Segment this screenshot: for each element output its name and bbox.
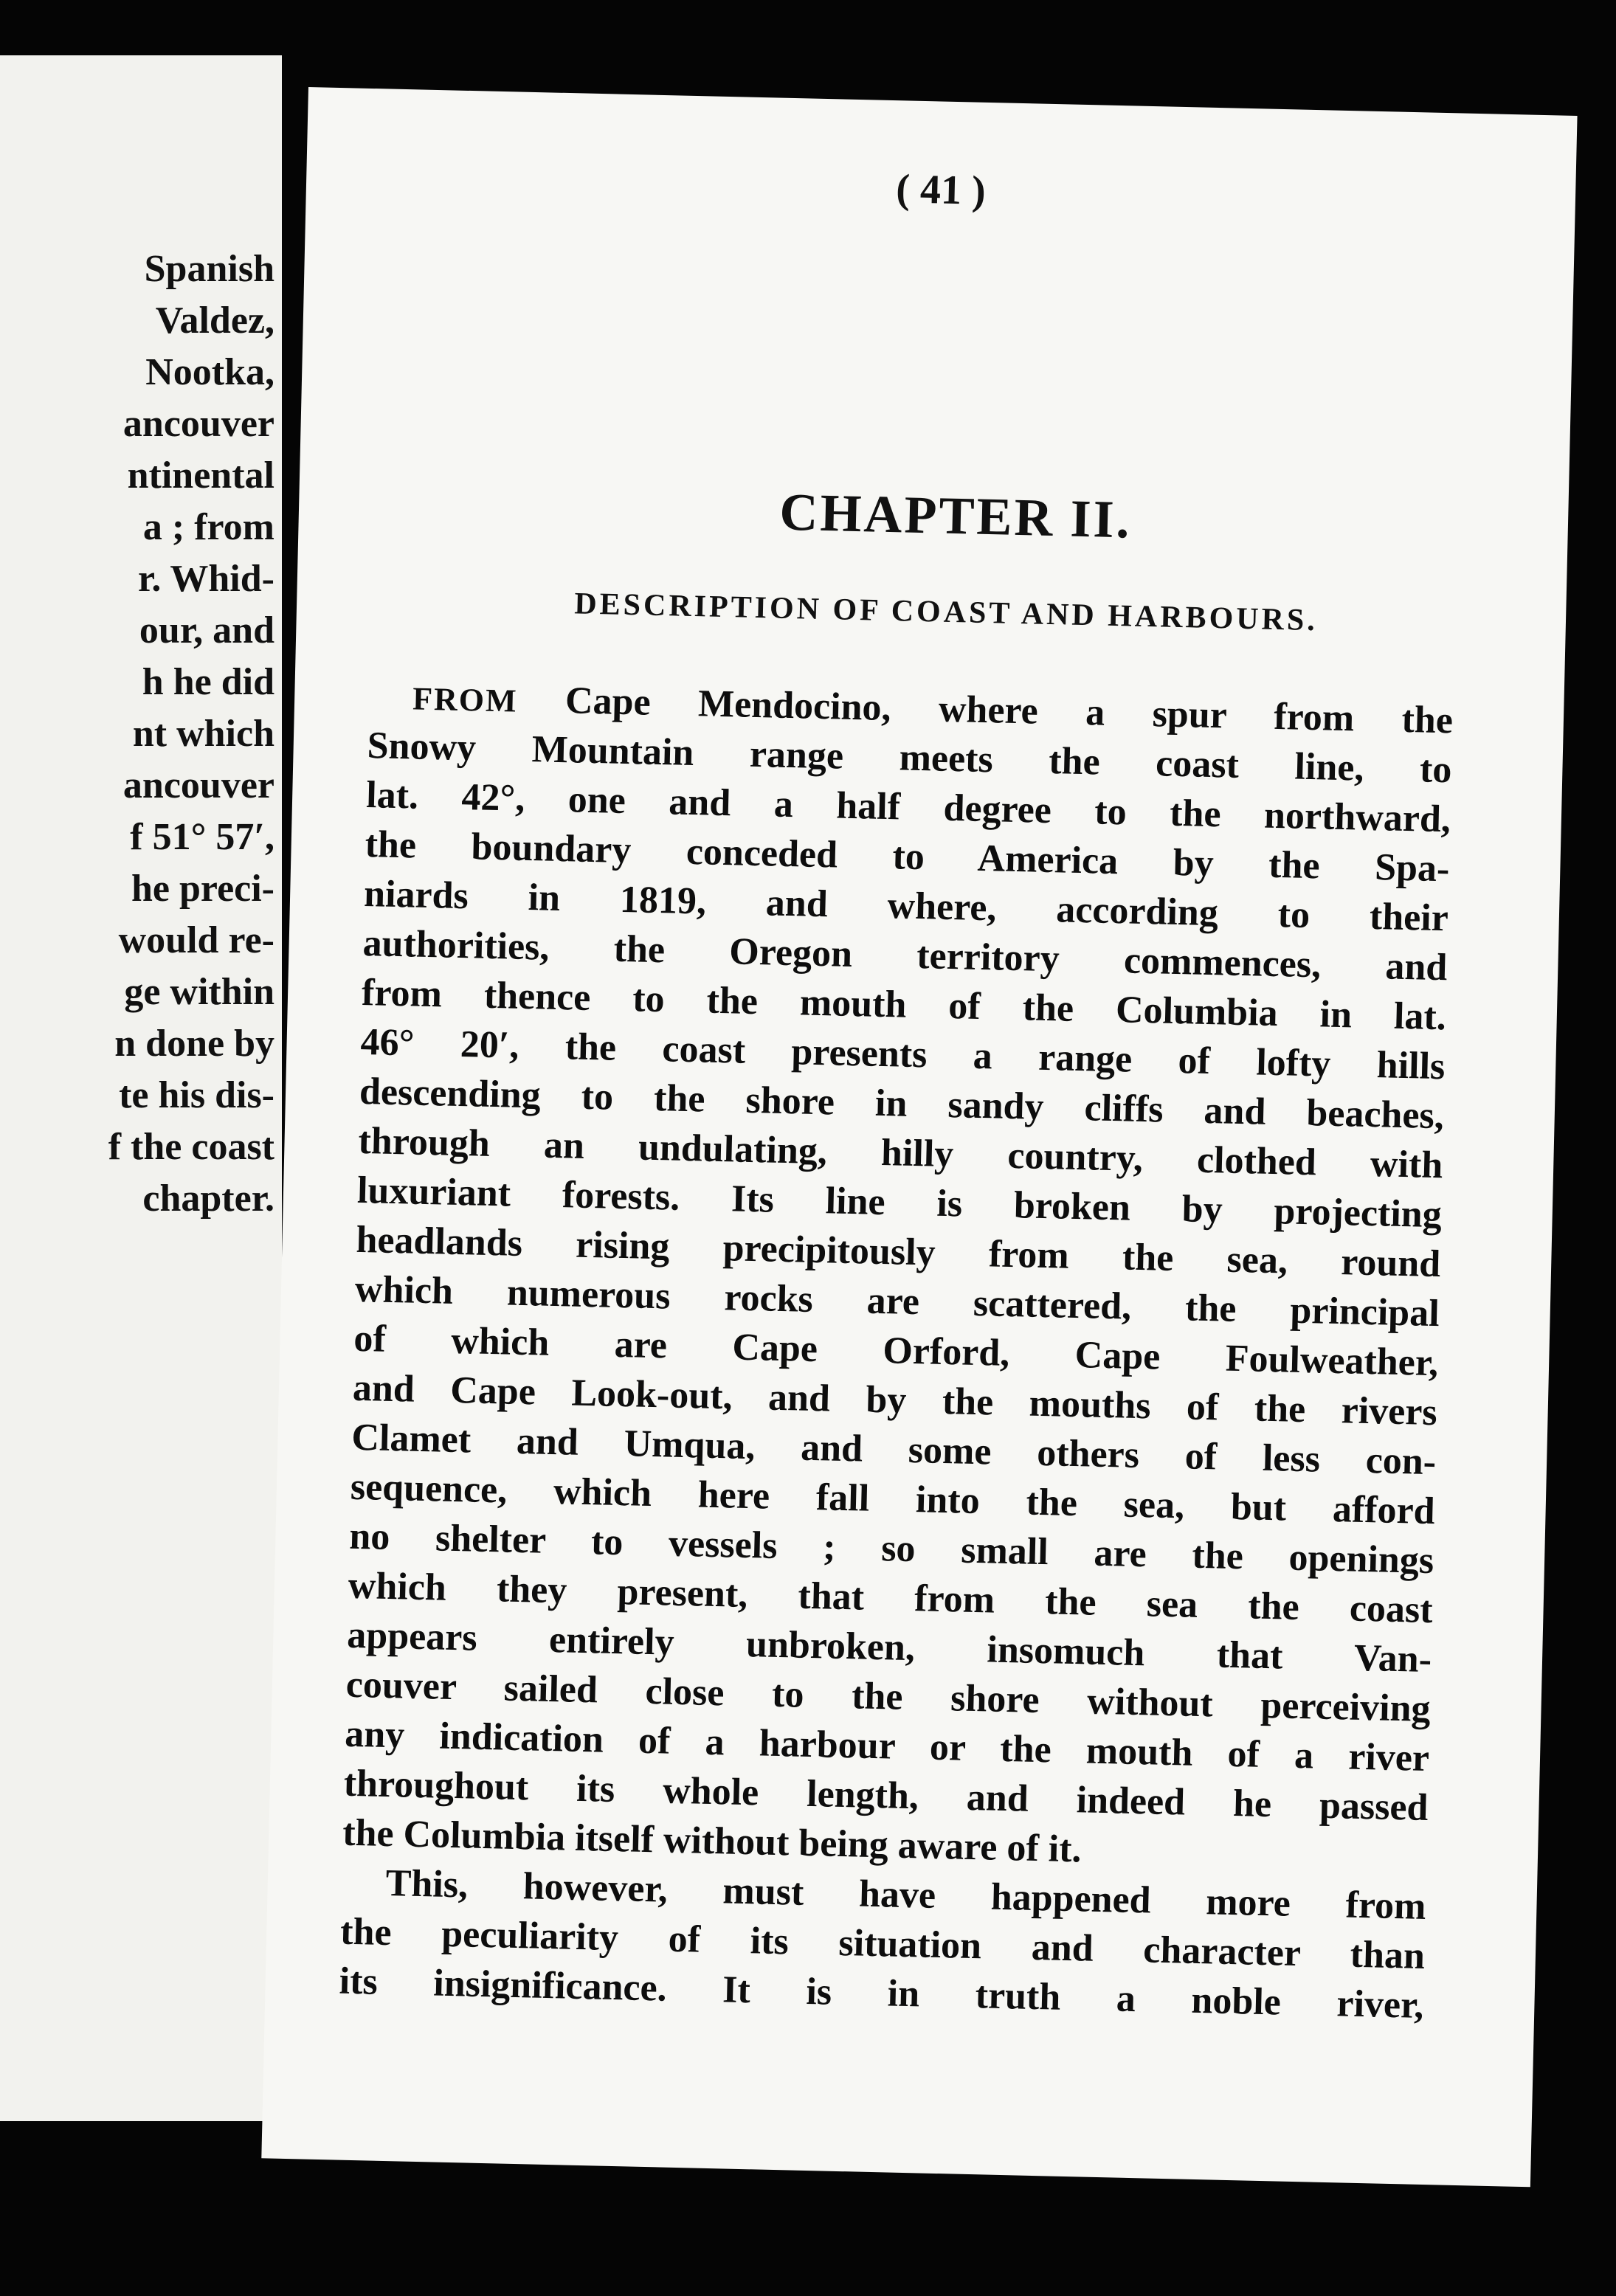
text-line: would re- (118, 919, 274, 961)
text-line: te his dis- (119, 1074, 274, 1116)
text-line: This, however, must have happened more from (385, 1862, 1427, 1928)
body-text (339, 671, 1454, 2030)
text-line: Snowy Mountain range meets the coast line, to (367, 725, 1453, 792)
text-line: niards in 1819, and where, according to their (363, 872, 1449, 940)
text-line: nt which (132, 713, 274, 755)
text-line: throughout its whole length, and indeed he passed (343, 1762, 1429, 1830)
text-line: headlands rising precipitously from the sea, round (355, 1218, 1441, 1286)
text-line: appears entirely unbroken, insomuch that Van- (346, 1614, 1432, 1681)
text-line: a ; from (142, 506, 274, 548)
right-page (261, 87, 1577, 2187)
text-line: luxuriant forests. Its line is broken by projecting (356, 1169, 1443, 1237)
text-line: f the coast (108, 1126, 274, 1168)
text-line: lat. 42°, one and a half degree to the northward, (365, 774, 1451, 841)
first-line-text: Cape Mendocino, where a spur from the (517, 678, 1454, 742)
page-number: ( 41 ) (895, 166, 987, 214)
text-line: our, and (139, 609, 274, 651)
text-line: authorities, the Oregon territory commences, and (362, 921, 1448, 989)
text-line: r. Whid- (138, 558, 274, 600)
text-line: Nootka, (145, 351, 274, 393)
text-line: from thence to the mouth of the Columbia in lat. (361, 971, 1447, 1039)
text-line: chapter. (142, 1178, 274, 1220)
text-line: the boundary conceded to America by the Spa- (365, 823, 1450, 891)
text-line: its insignificance. It is in truth a noble river, (339, 1960, 1425, 2027)
text-line: through an undulating, hilly country, clothed with (357, 1119, 1443, 1187)
text-line: and Cape Look-out, and by the mouths of the rivers (352, 1366, 1438, 1434)
text-line: any indication of a harbour or the mouth of a river (344, 1712, 1430, 1780)
text-line: descending to the shore in sandy cliffs and beaches, (359, 1070, 1445, 1138)
text-line: Valdez, (155, 300, 274, 342)
chapter-subtitle: DESCRIPTION OF COAST AND HARBOURS. (573, 587, 1319, 638)
text-line: the Columbia itself without being aware of it. (342, 1811, 1082, 1871)
text-line: couver sailed close to the shore without perceiving (345, 1663, 1432, 1731)
text-line: ge within (124, 971, 274, 1013)
text-line: h he did (142, 661, 274, 703)
text-line: the peculiarity of its situation and character than (339, 1910, 1426, 1977)
text-line: of which are Cape Orford, Cape Foulweather, (353, 1317, 1439, 1385)
text-line: n done by (114, 1023, 274, 1065)
chapter-title: CHAPTER II. (778, 482, 1133, 550)
text-line: he preci- (131, 868, 274, 910)
small-caps-opening: FROM (412, 680, 519, 719)
text-line: 46° 20′, the coast presents a range of lofty hills (360, 1020, 1446, 1088)
text-line: ancouver (122, 403, 274, 445)
text-line: no shelter to vessels ; so small are the openings (348, 1515, 1434, 1583)
text-line: ancouver (122, 764, 274, 806)
left-page (0, 55, 282, 2121)
text-line: Clamet and Umqua, and some others of less con- (351, 1416, 1437, 1484)
text-line: which they present, that from the sea the coast (348, 1564, 1434, 1632)
text-line: f 51° 57′, (130, 816, 274, 858)
text-line: ntinental (127, 454, 274, 497)
text-line: which numerous rocks are scattered, the principal (354, 1268, 1440, 1335)
left-page-text (108, 243, 274, 1225)
text-line: Spanish (144, 248, 274, 290)
text-line: sequence, which here fall into the sea, but afford (350, 1465, 1436, 1533)
